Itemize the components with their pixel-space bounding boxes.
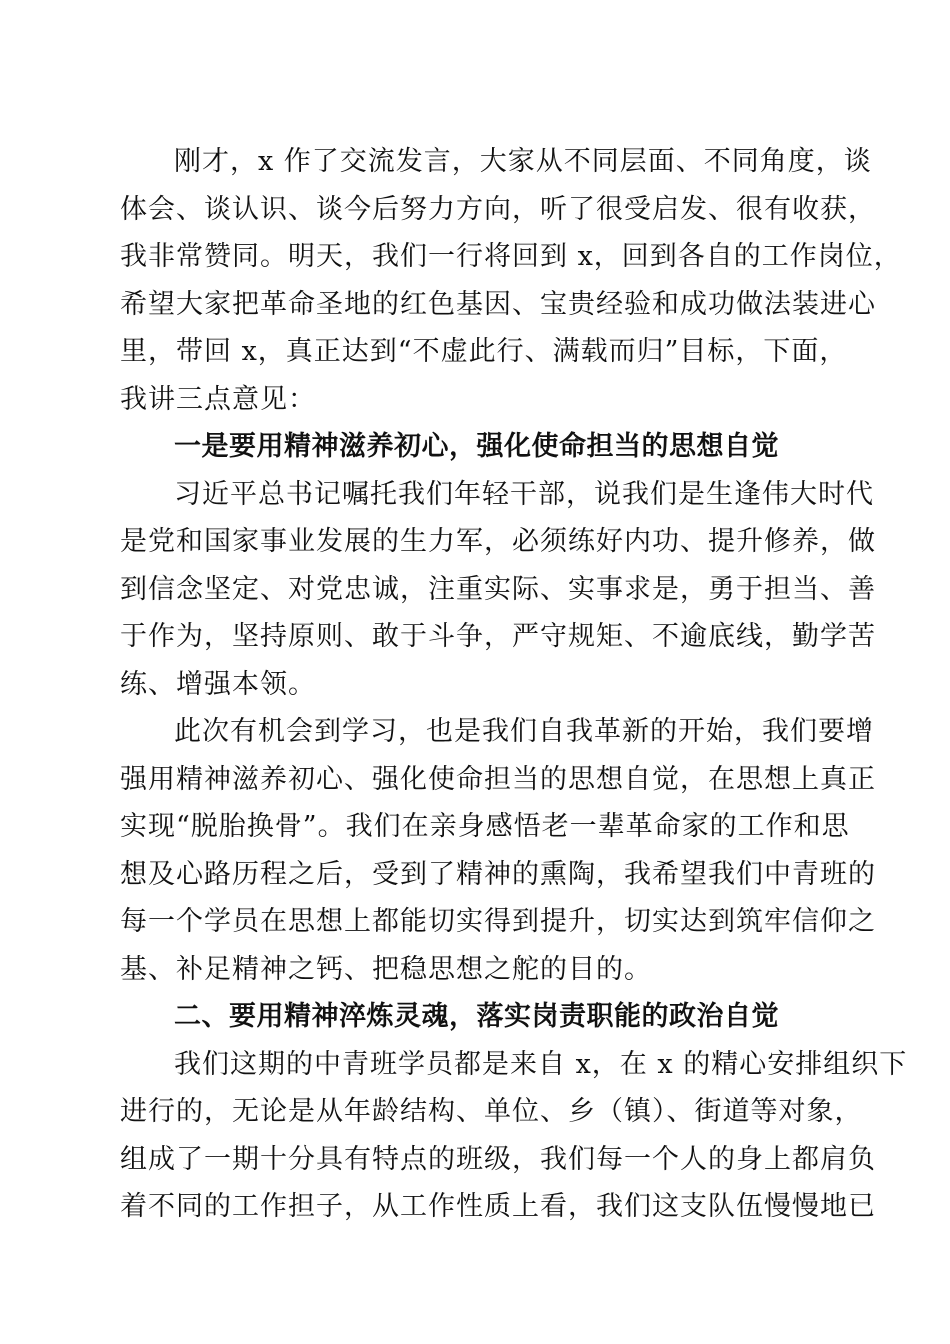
text-line: 想及心路历程之后，受到了精神的熏陶，我希望我们中青班的 bbox=[120, 858, 876, 890]
text-line: 我们这期的中青班学员都是来自 x，在 x 的精心安排组织下 bbox=[174, 1048, 908, 1080]
text-line: 习近平总书记嘱托我们年轻干部，说我们是生逢伟大时代 bbox=[174, 478, 874, 510]
text-line: 到信念坚定、对党忠诚，注重实际、实事求是，勇于担当、善 bbox=[120, 573, 876, 605]
paragraph-1 bbox=[120, 471, 876, 709]
section-heading-2 bbox=[120, 993, 832, 1041]
heading-text: 一是要用精神滋养初心，强化使命担当的思想自觉 bbox=[174, 431, 779, 462]
text-line: 组成了一期十分具有特点的班级，我们每一个人的身上都肩负 bbox=[120, 1143, 876, 1175]
text-line: 练、增强本领。 bbox=[120, 668, 316, 700]
text-line: 是党和国家事业发展的生力军，必须练好内功、提升修养，做 bbox=[120, 526, 876, 557]
text-line: 着不同的工作担子，从工作性质上看，我们这支队伍慢慢地已 bbox=[120, 1191, 876, 1222]
paragraph-intro bbox=[120, 138, 902, 423]
text-line: 此次有机会到学习，也是我们自我革新的开始，我们要增 bbox=[174, 716, 874, 747]
text-line: 实现“脱胎换骨”。我们在亲身感悟老一辈革命家的工作和思 bbox=[120, 811, 850, 842]
text-line: 基、补足精神之钙、把稳思想之舵的目的。 bbox=[120, 953, 652, 985]
text-line: 强用精神滋养初心、强化使命担当的思想自觉，在思想上真正 bbox=[120, 763, 876, 795]
document-body bbox=[120, 138, 908, 1231]
heading-text: 二、要用精神淬炼灵魂，落实岗责职能的政治自觉 bbox=[174, 1001, 779, 1032]
text-line: 体会、谈认识、谈今后努力方向，听了很受启发、很有收获， bbox=[120, 193, 876, 225]
text-line: 我讲三点意见： bbox=[120, 383, 316, 415]
section-heading-1 bbox=[120, 423, 832, 471]
text-line: 里，带回 x，真正达到“不虚此行、满载而归”目标，下面， bbox=[120, 336, 848, 367]
text-line: 每一个学员在思想上都能切实得到提升，切实达到筑牢信仰之 bbox=[120, 906, 876, 937]
paragraph-2 bbox=[120, 708, 876, 993]
text-line: 我非常赞同。明天，我们一行将回到 x，回到各自的工作岗位， bbox=[120, 241, 902, 272]
text-line: 刚才，x 作了交流发言，大家从不同层面、不同角度，谈 bbox=[174, 146, 872, 177]
text-line: 希望大家把革命圣地的红色基因、宝贵经验和成功做法装进心 bbox=[120, 288, 876, 320]
paragraph-3 bbox=[120, 1041, 908, 1231]
text-line: 于作为，坚持原则、敢于斗争，严守规矩、不逾底线，勤学苦 bbox=[120, 621, 876, 652]
text-line: 进行的，无论是从年龄结构、单位、乡（镇）、街道等对象， bbox=[120, 1096, 863, 1127]
